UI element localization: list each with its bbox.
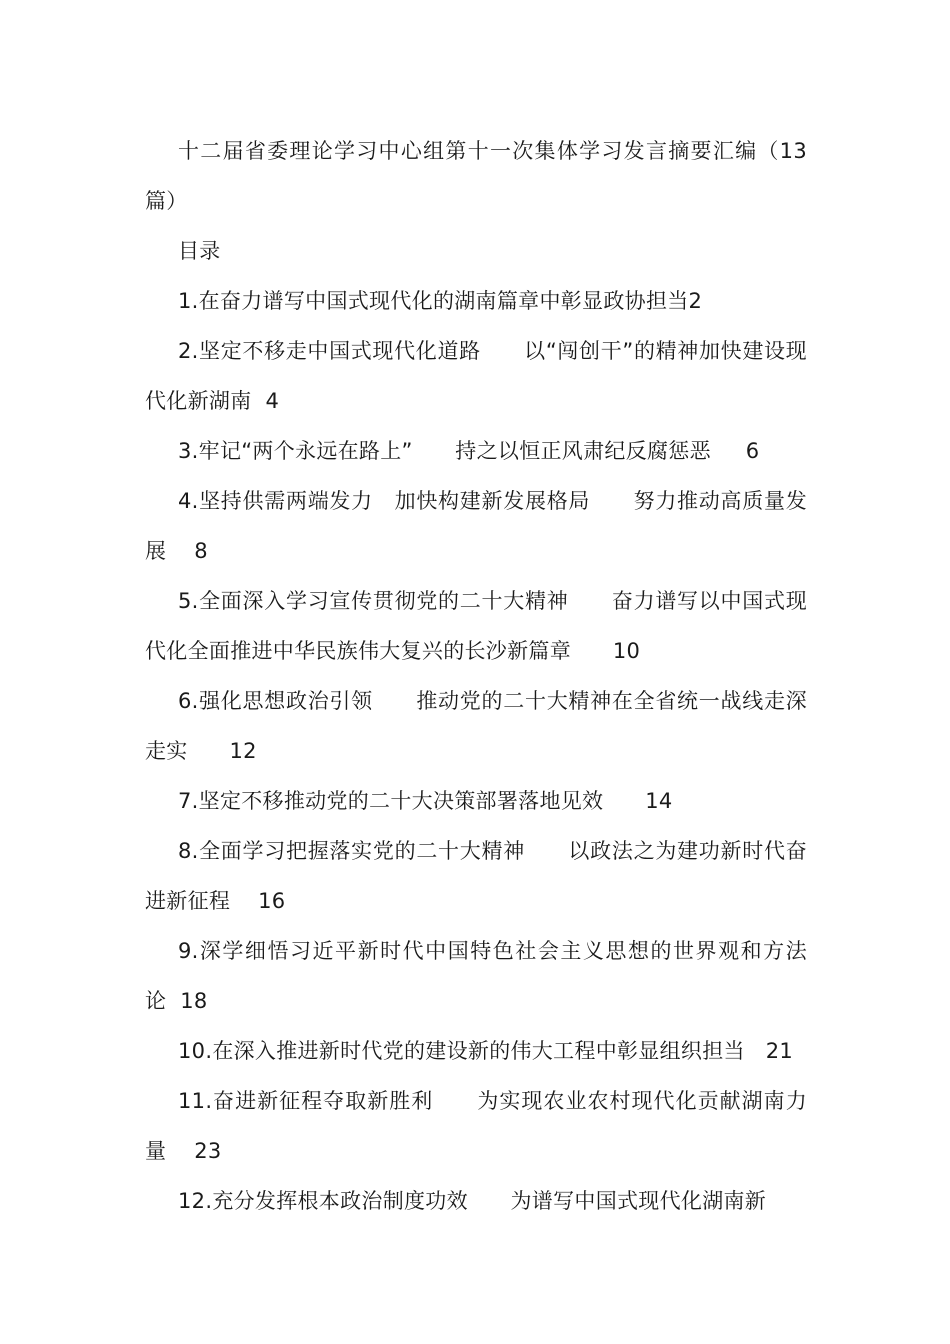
toc-entry-number: 8. (178, 839, 199, 863)
toc-entry-page: 14 (645, 789, 673, 813)
toc-entry-title: 在深入推进新时代党的建设新的伟大工程中彰显组织担当 (212, 1039, 745, 1063)
toc-entry-page: 4 (265, 389, 280, 413)
toc-entry[interactable] (145, 826, 807, 926)
toc-entry-number: 1. (178, 289, 199, 313)
toc-entry-page: 8 (194, 539, 208, 563)
document-title: 十二届省委理论学习中心组第十一次集体学习发言摘要汇编（13篇） (145, 139, 807, 213)
toc-entry-page: 10 (612, 639, 641, 663)
toc-entry[interactable] (145, 326, 807, 426)
toc-entry-page: 23 (194, 1139, 222, 1163)
toc-entry-title: 坚定不移走中国式现代化道路 以“闯创干”的精神加快建设现代化新湖南 (145, 339, 807, 413)
toc-entry-title: 全面深入学习宣传贯彻党的二十大精神 奋力谱写以中国式现代化全面推进中华民族伟大复兴的长沙新篇章 (145, 589, 807, 663)
toc-entry[interactable] (145, 1026, 807, 1076)
toc-heading: 目录 (178, 239, 221, 263)
toc-entry-title: 在奋力谱写中国式现代化的湖南篇章中彰显政协担当 (198, 289, 689, 313)
toc-entry[interactable] (145, 576, 807, 676)
toc-entry-title: 牢记“两个永远在路上” 持之以恒正风肃纪反腐惩恶 (198, 439, 711, 463)
toc-entry[interactable] (145, 926, 807, 1026)
toc-entry-title: 坚定不移推动党的二十大决策部署落地见效 (198, 789, 604, 813)
toc-entry-page: 18 (180, 989, 208, 1013)
toc-entry[interactable] (145, 776, 807, 826)
toc-entry-number: 3. (178, 439, 199, 463)
toc-entry[interactable] (145, 476, 807, 576)
toc-entry-title: 强化思想政治引领 推动党的二十大精神在全省统一战线走深走实 (145, 689, 807, 763)
toc-entry-number: 10. (178, 1039, 213, 1063)
toc-entry-number: 9. (178, 939, 199, 963)
toc-entry-page: 21 (765, 1039, 794, 1063)
toc-entry-number: 11. (178, 1089, 213, 1113)
toc-entry[interactable] (145, 676, 807, 776)
toc-entry-number: 5. (178, 589, 199, 613)
toc-entry[interactable] (145, 426, 807, 476)
document-body (145, 126, 807, 1226)
toc-entry-number: 6. (178, 689, 199, 713)
toc-entry-title: 充分发挥根本政治制度功效 为谱写中国式现代化湖南新 (212, 1189, 767, 1213)
toc-entry-page: 6 (745, 439, 760, 463)
toc-entry[interactable] (145, 1176, 807, 1226)
toc-entry-title: 深学细悟习近平新时代中国特色社会主义思想的世界观和方法论 (145, 939, 807, 1013)
toc-entry-number: 12. (178, 1189, 213, 1213)
toc-entry-number: 2. (178, 339, 199, 363)
toc-entry[interactable] (145, 276, 807, 326)
toc-entry[interactable] (145, 1076, 807, 1176)
toc-entry-number: 4. (178, 489, 199, 513)
toc-entry-title: 坚持供需两端发力 加快构建新发展格局 努力推动高质量发展 (145, 489, 807, 563)
toc-entry-title: 全面学习把握落实党的二十大精神 以政法之为建功新时代奋进新征程 (145, 839, 807, 913)
toc-entry-page: 12 (229, 739, 257, 763)
toc-entry-title: 奋进新征程夺取新胜利 为实现农业农村现代化贡献湖南力量 (145, 1089, 807, 1163)
toc-entry-number: 7. (178, 789, 199, 813)
toc-entry-page: 16 (258, 889, 286, 913)
toc-entry-page: 2 (688, 289, 703, 313)
